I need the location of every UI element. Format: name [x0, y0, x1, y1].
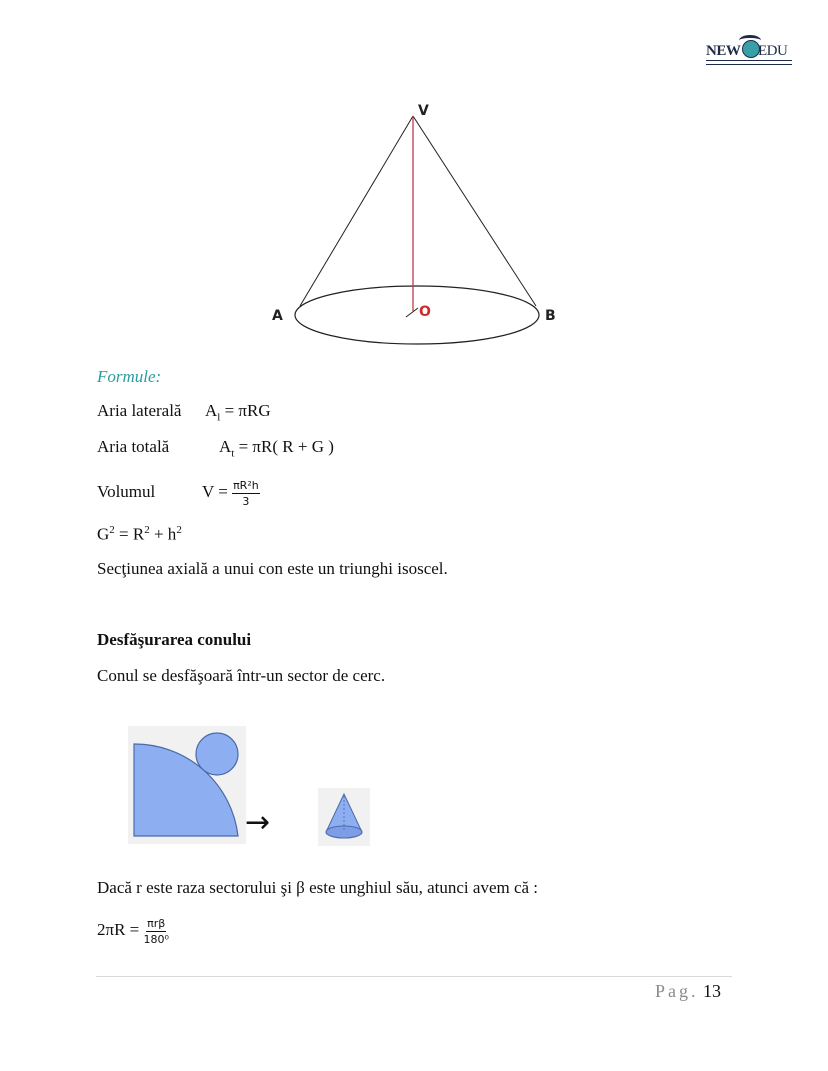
formula-symbol: V =: [202, 482, 233, 501]
exponent: 2: [176, 524, 182, 536]
arrow-right-icon: →: [245, 805, 271, 840]
sector-condition-text: Dacă r este raza sectorului şi β este unghiul său, atunci avem că :: [97, 878, 539, 897]
point-label-a: A: [272, 308, 283, 324]
formula-volume: [97, 474, 260, 510]
exponent: 2: [109, 524, 115, 536]
point-label-b: B: [545, 308, 556, 324]
formula-symbol: A: [205, 401, 218, 420]
vertex-label-v: V: [418, 103, 429, 119]
formula-label: Aria laterală: [97, 401, 182, 420]
development-heading: Desfăşurarea conului: [97, 630, 252, 649]
volume-fraction: [232, 479, 260, 508]
sector-formula: [97, 912, 169, 948]
formula-expression: = πRG: [220, 401, 271, 420]
page-footer: [655, 981, 721, 1002]
logo-tagline: [706, 60, 792, 65]
logo-text-new: NEW: [706, 43, 741, 59]
formula-label: Volumul: [97, 482, 156, 501]
formula-term: + h: [149, 524, 177, 544]
logo-text-edu: EDU: [758, 43, 788, 59]
fraction-denominator: 180⁰: [143, 932, 169, 946]
center-label-o: O: [419, 304, 431, 320]
fraction-numerator: πrβ: [147, 916, 166, 930]
formula-term: G: [97, 524, 110, 544]
formula-lhs: 2πR =: [97, 920, 144, 939]
formula-symbol: A: [219, 437, 232, 456]
fraction-numerator: πR²h: [233, 478, 259, 492]
formula-term: = R: [114, 524, 145, 544]
cone-illustration: [318, 788, 370, 846]
new-edu-logo: [706, 38, 796, 68]
exponent: 2: [144, 524, 150, 536]
formula-pythagoras: [97, 520, 182, 545]
formula-subscript: l: [217, 411, 221, 424]
axial-section-text: Secţiunea axială a unui con este un triunghi isoscel.: [97, 559, 448, 578]
formulas-heading: Formule:: [97, 367, 162, 386]
page-number: 13: [703, 981, 721, 1001]
formula-label: Aria totală: [97, 437, 170, 456]
circle-sector-illustration: [128, 726, 246, 844]
formula-lateral-area: [97, 401, 271, 427]
development-text: Conul se desfăşoară într-un sector de cerc.: [97, 666, 386, 685]
formula-total-area: [97, 437, 334, 463]
fraction-denominator: 3: [242, 494, 250, 508]
page-label: Pag.: [655, 981, 699, 1001]
footer-divider: [96, 976, 732, 977]
formula-subscript: t: [231, 447, 235, 460]
sector-fraction: [144, 917, 169, 946]
formula-expression: = πR( R + G ): [234, 437, 334, 456]
